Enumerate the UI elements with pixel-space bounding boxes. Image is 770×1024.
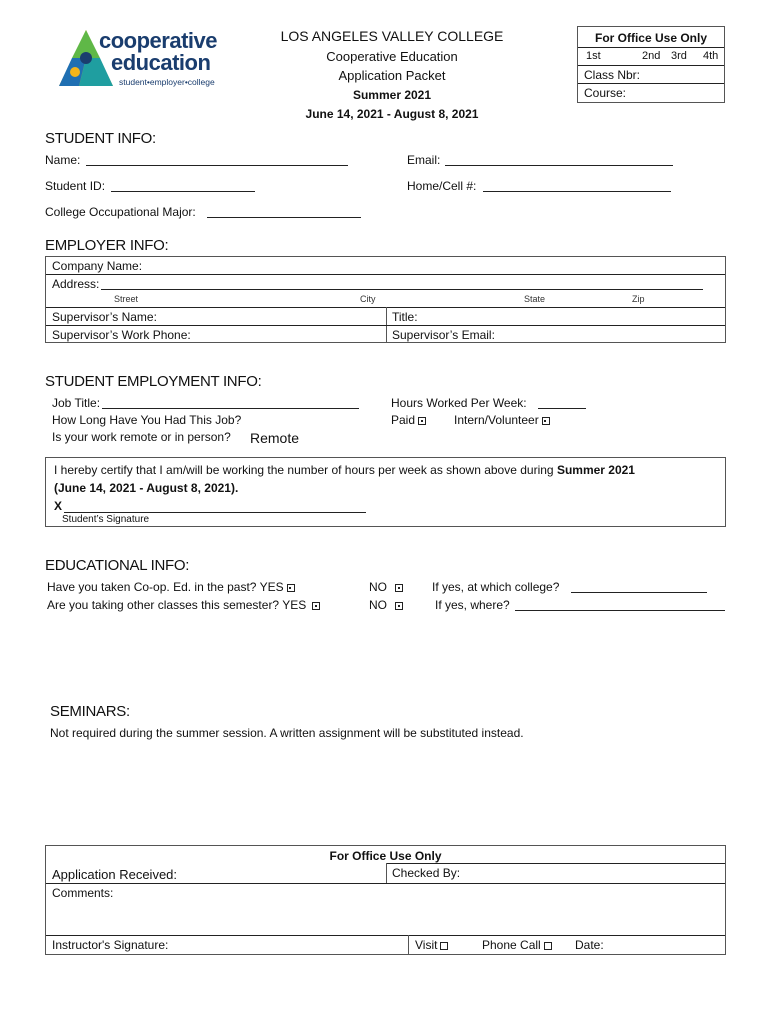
header-line-1: Cooperative Education bbox=[326, 49, 458, 64]
certify-box bbox=[45, 457, 726, 527]
hours-label: Hours Worked Per Week: bbox=[391, 396, 527, 410]
office-use-top bbox=[577, 26, 725, 103]
date-label: Date: bbox=[575, 938, 604, 952]
phone-label: Home/Cell #: bbox=[407, 179, 477, 193]
employment-heading: STUDENT EMPLOYMENT INFO: bbox=[45, 373, 262, 390]
logo-word-education: education bbox=[111, 50, 211, 75]
office-use-bottom bbox=[45, 845, 726, 955]
college-name: LOS ANGELES VALLEY COLLEGE bbox=[280, 28, 504, 44]
instructor-signature-label: Instructor's Signature: bbox=[52, 938, 169, 952]
paid-checkbox[interactable] bbox=[418, 417, 426, 425]
q2-follow-field[interactable] bbox=[515, 610, 725, 611]
q2-no-checkbox[interactable] bbox=[395, 602, 403, 610]
email-field[interactable] bbox=[445, 165, 673, 166]
name-field[interactable] bbox=[86, 165, 348, 166]
hours-field[interactable] bbox=[538, 408, 586, 409]
logo-word-cooperative: cooperative bbox=[99, 28, 217, 53]
header-term: Summer 2021 bbox=[352, 88, 432, 102]
session-2nd: 2nd bbox=[642, 50, 661, 62]
address-label: Address: bbox=[52, 277, 100, 291]
intern-checkbox[interactable] bbox=[542, 417, 550, 425]
paid-option[interactable] bbox=[391, 413, 426, 427]
q2-no-option[interactable]: NO bbox=[369, 598, 403, 612]
certify-text: I hereby certify that I am/will be working the number of hours per week as shown above during Summer 2021 bbox=[54, 463, 635, 477]
student-info-heading: STUDENT INFO: bbox=[45, 130, 156, 147]
remote-question: Is your work remote or in person? bbox=[52, 430, 231, 444]
student-id-label: Student ID: bbox=[45, 179, 106, 193]
employer-box bbox=[45, 256, 726, 343]
city-label: City bbox=[360, 294, 376, 304]
intern-label: Intern/Volunteer bbox=[454, 413, 539, 427]
phone-call-option[interactable]: Phone Call bbox=[482, 938, 552, 952]
q1-no-checkbox[interactable] bbox=[395, 584, 403, 592]
checked-by-label: Checked By: bbox=[392, 866, 461, 880]
email-label: Email: bbox=[407, 153, 441, 167]
edu-question-1: Have you taken Co-op. Ed. in the past? YES bbox=[47, 580, 295, 594]
office-top-title: For Office Use Only bbox=[594, 31, 708, 45]
street-label: Street bbox=[114, 294, 139, 304]
signature-x: X bbox=[54, 499, 63, 513]
certify-dates: (June 14, 2021 - August 8, 2021). bbox=[54, 481, 239, 495]
paid-label: Paid bbox=[391, 413, 416, 427]
header-line-2: Application Packet bbox=[338, 68, 446, 83]
supervisor-email-label: Supervisor’s Email: bbox=[392, 328, 495, 342]
title-label: Title: bbox=[392, 310, 418, 324]
visit-option[interactable]: Visit bbox=[415, 938, 448, 952]
seminars-text: Not required during the summer session. A written assignment will be substituted instead. bbox=[50, 726, 524, 740]
session-1st: 1st bbox=[586, 50, 601, 62]
major-label: College Occupational Major: bbox=[45, 205, 196, 219]
name-label: Name: bbox=[45, 153, 81, 167]
intern-option[interactable] bbox=[454, 413, 550, 427]
received-label: Application Received: bbox=[52, 867, 178, 882]
how-long-label: How Long Have You Had This Job? bbox=[52, 413, 242, 427]
job-title-label: Job Title: bbox=[52, 396, 101, 410]
zip-label: Zip bbox=[632, 294, 645, 304]
student-id-field[interactable] bbox=[111, 191, 255, 192]
q1-follow-label: If yes, at which college? bbox=[432, 580, 560, 594]
job-title-field[interactable] bbox=[102, 408, 359, 409]
employer-info-heading: EMPLOYER INFO: bbox=[45, 237, 169, 254]
q1-yes-checkbox[interactable] bbox=[287, 584, 295, 592]
q2-yes-checkbox[interactable] bbox=[312, 602, 320, 610]
course-label: Course: bbox=[584, 86, 627, 100]
edu-question-2: Are you taking other classes this semester? YES bbox=[47, 598, 320, 612]
q1-no-option[interactable]: NO bbox=[369, 580, 403, 594]
remote-answer[interactable]: Remote bbox=[250, 430, 300, 446]
address-field[interactable] bbox=[101, 289, 703, 290]
q1-follow-field[interactable] bbox=[571, 592, 707, 593]
logo-tagline: student•employer•college bbox=[119, 77, 215, 87]
signature-field[interactable] bbox=[64, 512, 366, 513]
supervisor-phone-label: Supervisor’s Work Phone: bbox=[52, 328, 191, 342]
seminars-heading: SEMINARS: bbox=[50, 703, 130, 720]
company-label: Company Name: bbox=[52, 259, 143, 273]
q2-follow-label: If yes, where? bbox=[435, 598, 510, 612]
phone-call-checkbox[interactable] bbox=[544, 942, 552, 950]
major-field[interactable] bbox=[207, 217, 361, 218]
phone-field[interactable] bbox=[483, 191, 671, 192]
supervisor-name-label: Supervisor’s Name: bbox=[52, 310, 157, 324]
visit-checkbox[interactable] bbox=[440, 942, 448, 950]
office-bottom-title: For Office Use Only bbox=[329, 849, 442, 863]
session-3rd: 3rd bbox=[671, 50, 687, 62]
educational-heading: EDUCATIONAL INFO: bbox=[45, 557, 190, 574]
class-nbr-label: Class Nbr: bbox=[584, 68, 641, 82]
header-dates: June 14, 2021 - August 8, 2021 bbox=[305, 107, 479, 121]
logo bbox=[55, 28, 245, 92]
comments-label: Comments: bbox=[52, 886, 114, 900]
state-label: State bbox=[524, 294, 546, 304]
signature-label: Student’s Signature bbox=[62, 514, 150, 525]
session-4th: 4th bbox=[703, 50, 719, 62]
